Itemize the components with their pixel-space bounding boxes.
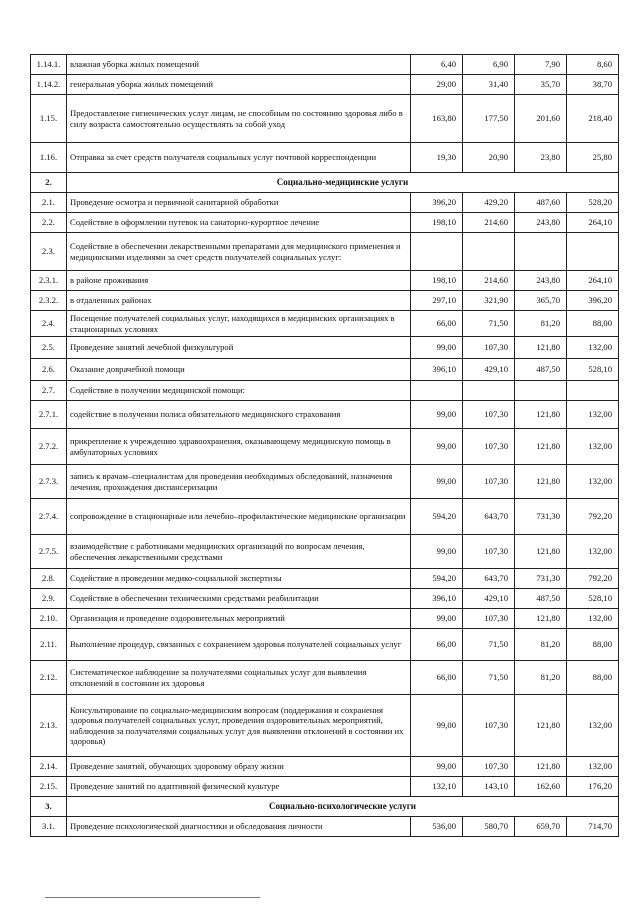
service-name: Содействие в получении медицинской помощи: bbox=[67, 381, 411, 401]
price-cell-1: 396,10 bbox=[411, 589, 463, 609]
price-cell-4: 25,80 bbox=[567, 143, 619, 173]
price-cell-4: 132,00 bbox=[567, 695, 619, 757]
service-name: Содействие в оформлении путевок на санаторно-курортное лечение bbox=[67, 213, 411, 233]
price-cell-2: 107,30 bbox=[463, 695, 515, 757]
price-cell-4: 264,10 bbox=[567, 271, 619, 291]
price-cell-1: 99,00 bbox=[411, 429, 463, 465]
price-cell-3: 731,30 bbox=[515, 499, 567, 535]
table-row bbox=[31, 381, 619, 401]
row-number: 1.14.1. bbox=[31, 55, 67, 75]
row-number: 2.12. bbox=[31, 661, 67, 695]
price-cell-1: 99,00 bbox=[411, 535, 463, 569]
price-cell-3: 243,80 bbox=[515, 271, 567, 291]
price-cell-3: 487,50 bbox=[515, 359, 567, 381]
price-cell-1: 536,00 bbox=[411, 817, 463, 837]
service-name: Проведение осмотра и первичной санитарной обработки bbox=[67, 193, 411, 213]
price-cell-2: 580,70 bbox=[463, 817, 515, 837]
row-number: 2.1. bbox=[31, 193, 67, 213]
price-cell-3: 121,80 bbox=[515, 401, 567, 429]
price-cell-2: 107,30 bbox=[463, 535, 515, 569]
service-name: прикрепление к учреждению здравоохранения, оказывающему медицинскую помощь в амбулаторных условиях bbox=[67, 429, 411, 465]
row-number: 3. bbox=[31, 797, 67, 817]
row-number: 2.8. bbox=[31, 569, 67, 589]
price-cell-1: 594,20 bbox=[411, 569, 463, 589]
service-name: генеральная уборка жилых помещений bbox=[67, 75, 411, 95]
table-row bbox=[31, 695, 619, 757]
price-cell-3: 162,60 bbox=[515, 777, 567, 797]
price-cell-4: 218,40 bbox=[567, 95, 619, 143]
price-cell-3: 487,60 bbox=[515, 193, 567, 213]
price-cell-3: 121,80 bbox=[515, 695, 567, 757]
table-row bbox=[31, 661, 619, 695]
service-name: Проведение занятий лечебной физкультурой bbox=[67, 337, 411, 359]
service-name: запись к врачам–специалистам для проведения необходимых обследований, назначения лечения, прохождения диспансеризации bbox=[67, 465, 411, 499]
table-row bbox=[31, 465, 619, 499]
table-row bbox=[31, 499, 619, 535]
price-cell-3: 121,80 bbox=[515, 535, 567, 569]
table-row bbox=[31, 291, 619, 311]
section-title: Социально-психологические услуги bbox=[67, 797, 619, 817]
service-name: Систематическое наблюдение за получателями социальных услуг для выявления отклонений в состоянии их здоровья bbox=[67, 661, 411, 695]
price-cell-1: 19,30 bbox=[411, 143, 463, 173]
footer-rule bbox=[45, 897, 260, 898]
price-cell-3: 121,80 bbox=[515, 465, 567, 499]
price-cell-1: 66,00 bbox=[411, 311, 463, 337]
price-cell-4: 528,20 bbox=[567, 193, 619, 213]
price-cell-4: 132,00 bbox=[567, 609, 619, 629]
price-cell-2 bbox=[463, 381, 515, 401]
table-row bbox=[31, 95, 619, 143]
price-cell-3: 243,80 bbox=[515, 213, 567, 233]
table-row bbox=[31, 777, 619, 797]
row-number: 2.7.2. bbox=[31, 429, 67, 465]
service-name: Выполнение процедур, связанных с сохранением здоровья получателей социальных услуг bbox=[67, 629, 411, 661]
service-name: Посещение получателей социальных услуг, находящихся в медицинских организациях в стационарных условиях bbox=[67, 311, 411, 337]
price-cell-4: 792,20 bbox=[567, 499, 619, 535]
row-number: 2.3.2. bbox=[31, 291, 67, 311]
price-cell-4: 38,70 bbox=[567, 75, 619, 95]
tariff-table-body bbox=[31, 55, 619, 837]
row-number: 1.14.2. bbox=[31, 75, 67, 95]
price-cell-2: 31,40 bbox=[463, 75, 515, 95]
price-cell-3 bbox=[515, 233, 567, 271]
price-cell-3: 81,20 bbox=[515, 661, 567, 695]
service-name: Отправка за счет средств получателя социальных услуг почтовой корреспонденции bbox=[67, 143, 411, 173]
table-row bbox=[31, 757, 619, 777]
service-name: Проведение занятий, обучающих здоровому образу жизни bbox=[67, 757, 411, 777]
service-name: Консультирование по социально-медицинским вопросам (поддержания и сохранения здоровья получателей социальных услуг, проведения оздоровительных мероприятий, наблюдения за получателями социальных услуг для выявления отклонений в состоянии их здоровья) bbox=[67, 695, 411, 757]
price-cell-3: 35,70 bbox=[515, 75, 567, 95]
service-name: Проведение занятий по адаптивной физической культуре bbox=[67, 777, 411, 797]
price-cell-2: 214,60 bbox=[463, 213, 515, 233]
price-cell-1: 594,20 bbox=[411, 499, 463, 535]
service-name: содействие в получении полиса обязательного медицинского страхования bbox=[67, 401, 411, 429]
row-number: 2. bbox=[31, 173, 67, 193]
price-cell-1: 132,10 bbox=[411, 777, 463, 797]
row-number: 2.7. bbox=[31, 381, 67, 401]
price-cell-2: 214,60 bbox=[463, 271, 515, 291]
table-row bbox=[31, 609, 619, 629]
price-cell-3: 121,80 bbox=[515, 429, 567, 465]
tariff-table bbox=[30, 54, 619, 837]
price-cell-2: 643,70 bbox=[463, 499, 515, 535]
row-number: 2.13. bbox=[31, 695, 67, 757]
service-name: Содействие в обеспечении техническими средствами реабилитации bbox=[67, 589, 411, 609]
price-cell-3: 7,90 bbox=[515, 55, 567, 75]
price-cell-2: 321,90 bbox=[463, 291, 515, 311]
service-name: сопровождение в стационарные или лечебно–профилактические медицинские организации bbox=[67, 499, 411, 535]
table-row bbox=[31, 193, 619, 213]
row-number: 3.1. bbox=[31, 817, 67, 837]
price-cell-2: 429,20 bbox=[463, 193, 515, 213]
price-cell-2: 71,50 bbox=[463, 661, 515, 695]
price-cell-1: 66,00 bbox=[411, 629, 463, 661]
price-cell-2: 107,30 bbox=[463, 337, 515, 359]
price-cell-4: 176,20 bbox=[567, 777, 619, 797]
section-title: Социально-медицинские услуги bbox=[67, 173, 619, 193]
row-number: 2.2. bbox=[31, 213, 67, 233]
price-cell-1 bbox=[411, 233, 463, 271]
price-cell-1: 198,10 bbox=[411, 271, 463, 291]
price-cell-4: 132,00 bbox=[567, 535, 619, 569]
price-cell-4: 132,00 bbox=[567, 401, 619, 429]
row-number: 2.7.4. bbox=[31, 499, 67, 535]
price-cell-4: 792,20 bbox=[567, 569, 619, 589]
row-number: 1.15. bbox=[31, 95, 67, 143]
price-cell-4: 714,70 bbox=[567, 817, 619, 837]
price-cell-4: 132,00 bbox=[567, 337, 619, 359]
service-name: Оказание доврачебной помощи bbox=[67, 359, 411, 381]
row-number: 2.7.1. bbox=[31, 401, 67, 429]
row-number: 2.11. bbox=[31, 629, 67, 661]
price-cell-2: 429,10 bbox=[463, 589, 515, 609]
price-cell-3: 201,60 bbox=[515, 95, 567, 143]
price-cell-2: 107,30 bbox=[463, 401, 515, 429]
price-cell-2 bbox=[463, 233, 515, 271]
price-cell-3: 121,80 bbox=[515, 757, 567, 777]
price-cell-2: 71,50 bbox=[463, 311, 515, 337]
row-number: 2.15. bbox=[31, 777, 67, 797]
price-cell-1: 163,80 bbox=[411, 95, 463, 143]
table-row bbox=[31, 589, 619, 609]
row-number: 1.16. bbox=[31, 143, 67, 173]
row-number: 2.4. bbox=[31, 311, 67, 337]
section-header-row bbox=[31, 797, 619, 817]
row-number: 2.10. bbox=[31, 609, 67, 629]
table-row bbox=[31, 817, 619, 837]
price-cell-2: 643,70 bbox=[463, 569, 515, 589]
table-row bbox=[31, 359, 619, 381]
price-cell-4: 88,00 bbox=[567, 311, 619, 337]
price-cell-1: 396,20 bbox=[411, 193, 463, 213]
table-row bbox=[31, 629, 619, 661]
price-cell-4: 396,20 bbox=[567, 291, 619, 311]
service-name: влажная уборка жилых помещений bbox=[67, 55, 411, 75]
table-row bbox=[31, 233, 619, 271]
table-row bbox=[31, 55, 619, 75]
price-cell-3: 81,20 bbox=[515, 629, 567, 661]
row-number: 2.6. bbox=[31, 359, 67, 381]
row-number: 2.3. bbox=[31, 233, 67, 271]
section-header-row bbox=[31, 173, 619, 193]
price-cell-1: 99,00 bbox=[411, 695, 463, 757]
price-cell-2: 71,50 bbox=[463, 629, 515, 661]
row-number: 2.7.5. bbox=[31, 535, 67, 569]
service-name: в отдаленных районах bbox=[67, 291, 411, 311]
price-cell-1: 198,10 bbox=[411, 213, 463, 233]
table-row bbox=[31, 75, 619, 95]
table-row bbox=[31, 143, 619, 173]
service-name: Предоставление гигиенических услуг лицам, не способным по состоянию здоровья либо в силу возраста самостоятельно осуществлять за собой уход bbox=[67, 95, 411, 143]
price-cell-1: 99,00 bbox=[411, 337, 463, 359]
table-row bbox=[31, 535, 619, 569]
price-cell-2: 107,30 bbox=[463, 429, 515, 465]
service-name: взаимодействие с работниками медицинских организаций по вопросам лечения, обеспечения лекарственными средствами bbox=[67, 535, 411, 569]
price-cell-3: 81,20 bbox=[515, 311, 567, 337]
price-cell-1: 29,00 bbox=[411, 75, 463, 95]
price-cell-1: 396,10 bbox=[411, 359, 463, 381]
price-cell-2: 143,10 bbox=[463, 777, 515, 797]
price-cell-4: 132,00 bbox=[567, 429, 619, 465]
price-cell-3: 23,80 bbox=[515, 143, 567, 173]
price-cell-3: 731,30 bbox=[515, 569, 567, 589]
table-row bbox=[31, 213, 619, 233]
service-name: в районе проживания bbox=[67, 271, 411, 291]
price-cell-1: 66,00 bbox=[411, 661, 463, 695]
price-cell-3: 487,50 bbox=[515, 589, 567, 609]
price-cell-2: 107,30 bbox=[463, 465, 515, 499]
price-cell-1: 99,00 bbox=[411, 465, 463, 499]
price-cell-1: 99,00 bbox=[411, 609, 463, 629]
table-row bbox=[31, 429, 619, 465]
price-cell-4: 132,00 bbox=[567, 465, 619, 499]
price-cell-1: 297,10 bbox=[411, 291, 463, 311]
price-cell-1: 6,40 bbox=[411, 55, 463, 75]
row-number: 2.9. bbox=[31, 589, 67, 609]
price-cell-2: 107,30 bbox=[463, 757, 515, 777]
table-row bbox=[31, 337, 619, 359]
service-name: Содействие в проведении медико-социальной экспертизы bbox=[67, 569, 411, 589]
price-cell-4: 528,10 bbox=[567, 589, 619, 609]
price-cell-2: 107,30 bbox=[463, 609, 515, 629]
service-name: Содействие в обеспечении лекарственными препаратами для медицинского применения и медицинскими изделиями за счет средств получателей социальных услуг: bbox=[67, 233, 411, 271]
price-cell-3: 659,70 bbox=[515, 817, 567, 837]
row-number: 2.5. bbox=[31, 337, 67, 359]
price-cell-2: 20,90 bbox=[463, 143, 515, 173]
price-cell-2: 6,90 bbox=[463, 55, 515, 75]
price-cell-1: 99,00 bbox=[411, 401, 463, 429]
price-cell-3 bbox=[515, 381, 567, 401]
table-row bbox=[31, 401, 619, 429]
row-number: 2.14. bbox=[31, 757, 67, 777]
price-cell-2: 177,50 bbox=[463, 95, 515, 143]
service-name: Проведение психологической диагностики и обследования личности bbox=[67, 817, 411, 837]
price-cell-3: 365,70 bbox=[515, 291, 567, 311]
price-cell-4: 132,00 bbox=[567, 757, 619, 777]
price-cell-3: 121,80 bbox=[515, 609, 567, 629]
row-number: 2.7.3. bbox=[31, 465, 67, 499]
price-cell-1 bbox=[411, 381, 463, 401]
price-cell-2: 429,10 bbox=[463, 359, 515, 381]
price-cell-1: 99,00 bbox=[411, 757, 463, 777]
price-cell-4: 528,10 bbox=[567, 359, 619, 381]
price-cell-4: 88,00 bbox=[567, 661, 619, 695]
row-number: 2.3.1. bbox=[31, 271, 67, 291]
table-row bbox=[31, 569, 619, 589]
price-cell-4: 8,60 bbox=[567, 55, 619, 75]
table-row bbox=[31, 311, 619, 337]
price-cell-4 bbox=[567, 233, 619, 271]
price-cell-3: 121,80 bbox=[515, 337, 567, 359]
price-cell-4: 88,00 bbox=[567, 629, 619, 661]
table-row bbox=[31, 271, 619, 291]
price-cell-4: 264,10 bbox=[567, 213, 619, 233]
price-cell-4 bbox=[567, 381, 619, 401]
service-name: Организация и проведение оздоровительных мероприятий bbox=[67, 609, 411, 629]
